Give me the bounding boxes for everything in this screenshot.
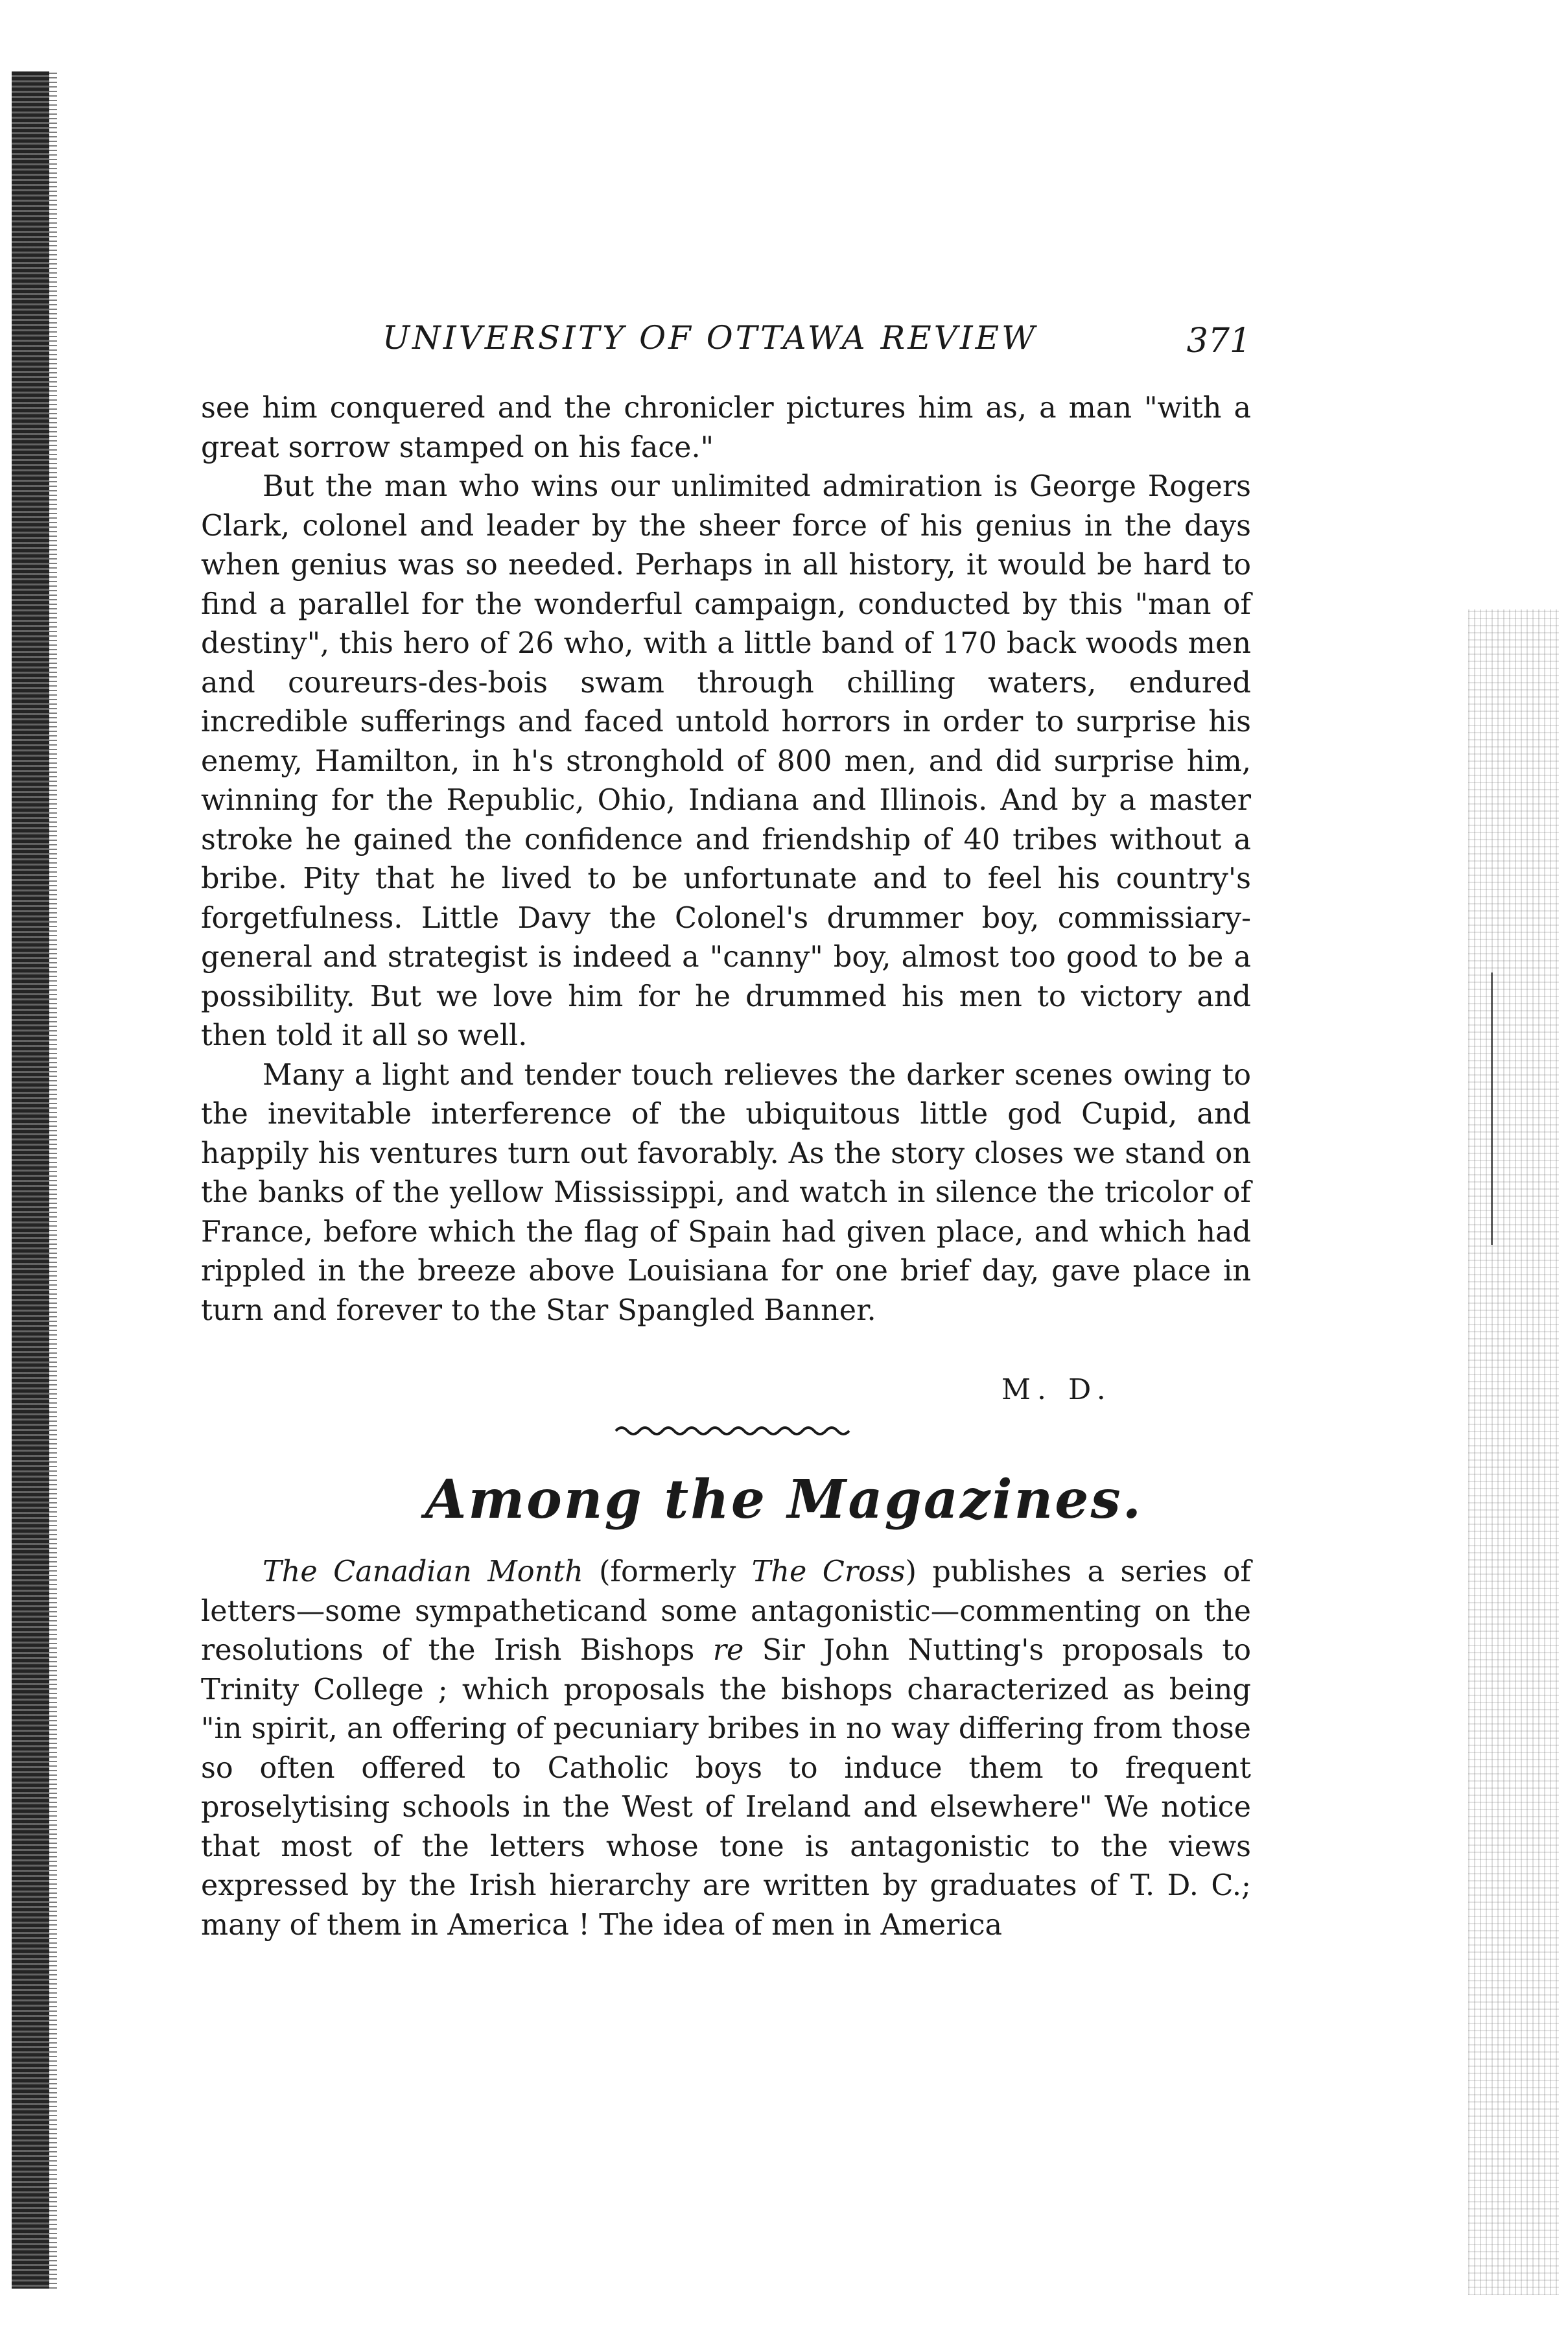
- magazines-text: [201, 1553, 1251, 1945]
- paragraph-cupid: Many a light and tender touch relieves the darker scenes owing to the inevitable interference of the ubiquitous little god Cupid, and happily his ventures turn out favorably. As the story closes we stand on the banks of the yellow Mississippi, and watch in silence the tricolor of France, before which the flag of Spain had given place, and which had rippled in the breeze above Louisiana for one brief day, gave place in turn and forever to the Star Spangled Banner.: [201, 1058, 1251, 1327]
- page-number: 371: [1186, 322, 1251, 360]
- paragraph-clark: But the man who wins our unlimited admiration is George Rogers Clark, colonel and leader by the sheer force of his genius in the days when genius was so needed. Perhaps in all history, it would be hard to find a parallel for the wonderful campaign, conducted by this "man of destiny", this hero of 26 who, with a little band of 170 back woods men and coureurs-des-bois swam through chilling waters, endured incredible sufferings and faced untold horrors in order to surprise his enemy, Hamilton, in h's stronghold of 800 men, and did surprise him, winning for the Republic, Ohio, Indiana and Illinois. And by a master stroke he gained the confidence and friendship of 40 tribes without a bribe. Pity that he lived to be unfortunate and to feel his country's forgetfulness. Little Davy the Colonel's drummer boy, commissiary-general and strategist is indeed a "canny" boy, almost too good to be a possibility. But we love him for he drummed his men to victory and then told it all so well.: [201, 470, 1251, 1052]
- scan-edge-left-shadow: [49, 71, 57, 2289]
- scan-edge-right: [1468, 609, 1559, 2295]
- page-header: [201, 319, 1251, 371]
- paragraph-magazines: [201, 1553, 1251, 1945]
- text-run: Sir John Nutting's proposals to Trinity College ; which proposals the bishops characterized as being "in spirit, an offering of pecuniary bribes in no way differing from those so often offered to Catholic boys to induce them to frequent proselytising schools in the West of Ireland and elsewhere" We notice that most of the letters whose tone is antagonistic to the views expressed by the Irish hierarchy are written by graduates of T. D. C.; many of them in America ! The idea of men in America: [201, 1634, 1251, 1942]
- running-head: UNIVERSITY OF OTTAWA REVIEW: [382, 319, 1038, 357]
- scan-edge-right-line: [1491, 972, 1493, 1245]
- section-heading: Among the Magazines.: [425, 1468, 1143, 1531]
- magazine-title: The Canadian Month: [263, 1555, 583, 1588]
- re-word: re: [712, 1634, 744, 1667]
- former-title: The Cross: [751, 1555, 906, 1588]
- text-run: ) publishes a series of letters—some sympatheticand some antagonistic—commenting on the resolutions of the Irish Bishops: [201, 1555, 1251, 1667]
- review-text: [201, 389, 1251, 1330]
- scan-edge-left: [12, 71, 49, 2289]
- paragraph-continued: see him conquered and the chronicler pictures him as, a man "with a great sorrow stamped on his face.": [201, 392, 1251, 464]
- section-divider: [613, 1421, 852, 1441]
- text-run: (formerly: [583, 1555, 752, 1588]
- author-signature: M. D.: [1001, 1373, 1112, 1406]
